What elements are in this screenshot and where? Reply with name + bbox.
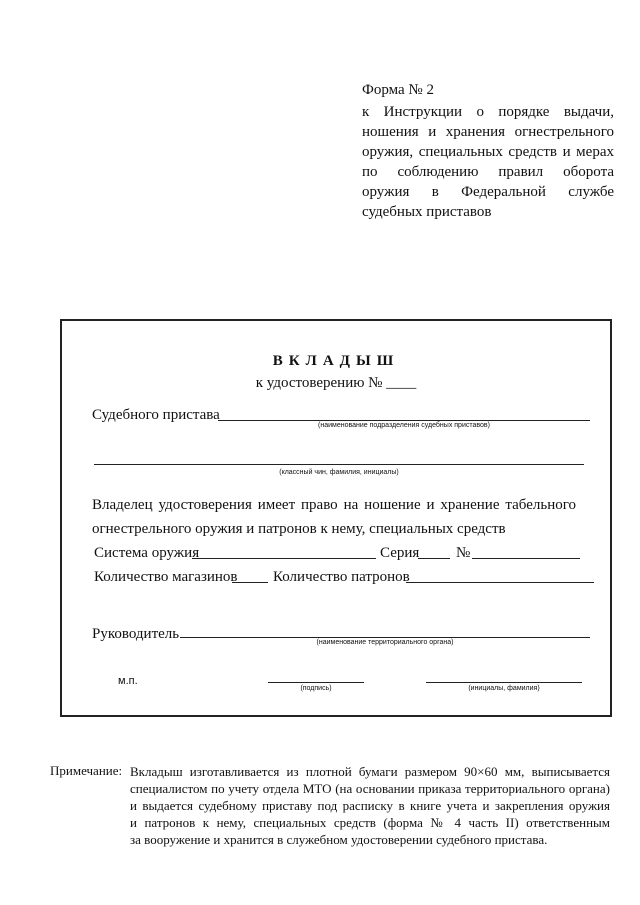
note-line: специалистом по учету отдела МТО (на основании приказа территориального органа) — [130, 781, 610, 796]
head-caption: (наименование территориального органа) — [316, 639, 454, 646]
signature-field-line — [268, 682, 364, 683]
card-title: ВКЛАДЫШ — [272, 353, 400, 369]
cartridges-field-line — [406, 582, 594, 583]
stamp-label: м.п. — [118, 675, 138, 687]
form-reference-line: судебных приставов — [362, 204, 492, 220]
signature-caption: (подпись) — [300, 685, 332, 692]
insert-card — [60, 319, 612, 717]
bailiff-label: Судебного пристава — [92, 407, 220, 423]
rank-caption: (классный чин, фамилия, инициалы) — [279, 469, 399, 476]
form-reference-line: ношения и хранения огнестрельного — [362, 124, 614, 140]
form-reference-line: оружия, специальных средств и мерах — [362, 144, 614, 160]
form-reference-line: по соблюдению правил оборота — [362, 164, 614, 180]
series-field-line — [418, 558, 450, 559]
owner-rights-line-1: Владелец удостоверения имеет право на ношение и хранение табельного — [92, 497, 576, 513]
number-field-line — [472, 558, 580, 559]
bailiff-caption: (наименование подразделения судебных приставов) — [318, 422, 490, 429]
note-label: Примечание: — [50, 763, 123, 778]
head-field-line — [180, 637, 590, 638]
magazines-field-line — [232, 582, 268, 583]
note-line: за вооружение и хранится в служебном удостоверении судебного пристава. — [130, 832, 548, 847]
weapon-system-label: Система оружия — [94, 545, 200, 561]
owner-rights-line-2: огнестрельного оружия и патронов к нему, специальных средств — [92, 521, 506, 537]
note-line: и выдается судебному приставу под расписку в книге учета и закрепления оружия — [130, 798, 610, 813]
form-reference-line: к Инструкции о порядке выдачи, — [362, 104, 614, 120]
card-subtitle: к удостоверению № ____ — [255, 375, 417, 391]
rank-field-line — [94, 464, 584, 465]
note-line: и патронов к нему, специальных средств (форма № 4 часть II) ответственным — [130, 815, 610, 830]
head-label: Руководитель — [92, 626, 180, 642]
form-number: Форма № 2 — [362, 82, 434, 98]
note-text — [130, 763, 610, 848]
magazines-label: Количество магазинов — [94, 569, 238, 585]
form-reference-line: оружия в Федеральной службе — [362, 184, 614, 200]
weapon-system-field-line — [192, 558, 376, 559]
initials-field-line — [426, 682, 582, 683]
form-reference — [362, 102, 614, 222]
bailiff-field-line — [218, 420, 590, 421]
number-label: № — [456, 545, 471, 561]
note-line: Вкладыш изготавливается из плотной бумаги размером 90×60 мм, выписывается — [130, 764, 610, 779]
cartridges-label: Количество патронов — [273, 569, 410, 585]
initials-caption: (инициалы, фамилия) — [468, 685, 540, 692]
series-label: Серия — [380, 545, 420, 561]
